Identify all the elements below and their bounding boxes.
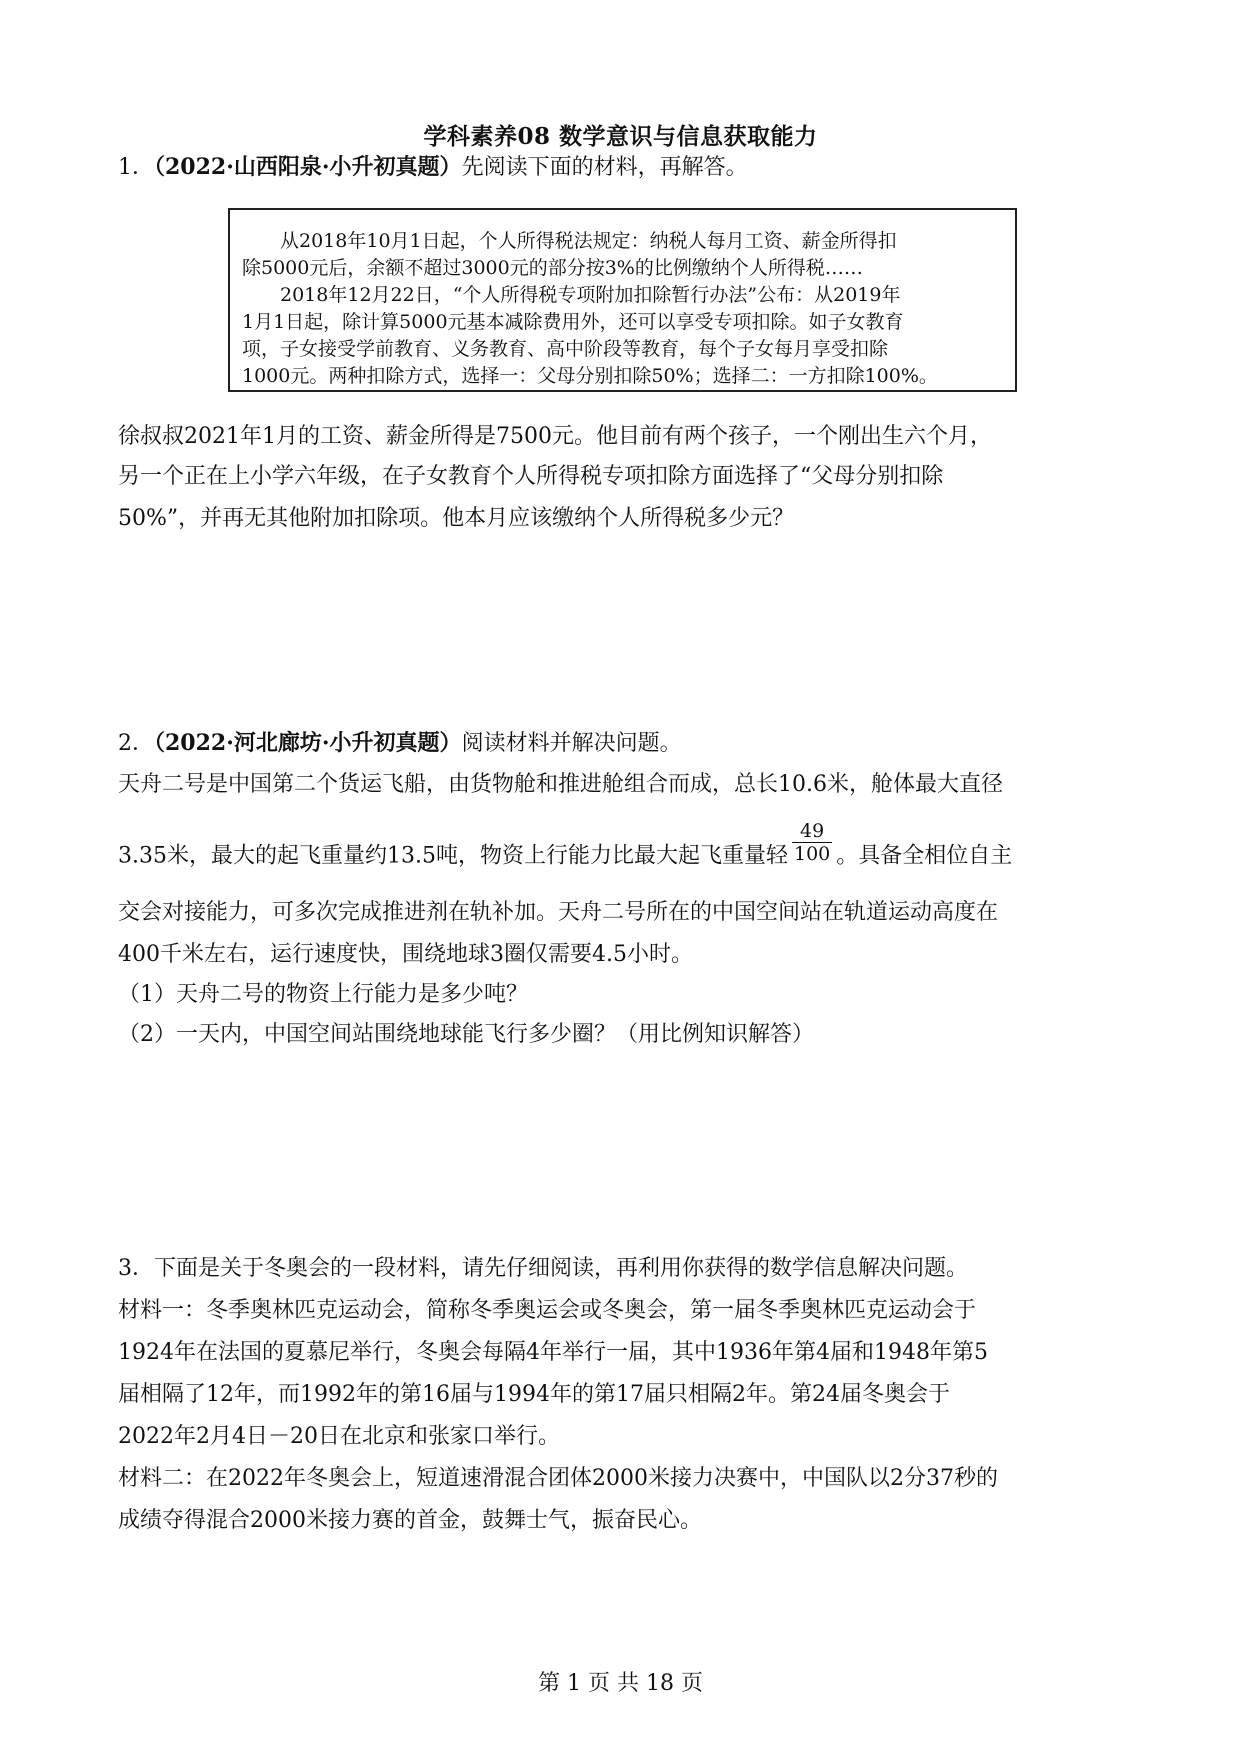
q1-material-line: 从2018年10月1日起，个人所得税法规定：纳税人每月工资、薪金所得扣 xyxy=(280,230,897,252)
q1-material-line: 1月1日起，除计算5000元基本减除费用外，还可以享受专项扣除。如子女教育 xyxy=(242,311,904,333)
q3-text-line: 成绩夺得混合2000米接力赛的首金，鼓舞士气，振奋民心。 xyxy=(118,1508,702,1533)
q3-text-line: 材料二：在2022年冬奥会上，短道速滑混合团体2000米接力决赛中，中国队以2分37秒的 xyxy=(118,1466,998,1491)
q3-text-line: 3．下面是关于冬奥会的一段材料，请先仔细阅读，再利用你获得的数学信息解决问题。 xyxy=(118,1256,968,1281)
q1-material-line: 除5000元后，余额不超过3000元的部分按3%的比例缴纳个人所得税…… xyxy=(242,257,863,279)
q2-text-line: 天舟二号是中国第二个货运飞船，由货物舱和推进舱组合而成，总长10.6米，舱体最大直径 xyxy=(118,772,1003,797)
q3-text-line: 届相隔了12年，而1992年的第16届与1994年的第17届只相隔2年。第24届冬奥会于 xyxy=(118,1382,950,1407)
q1-material-line: 1000元。两种扣除方式，选择一：父母分别扣除50%；选择二：一方扣除100%。 xyxy=(242,365,938,387)
q2-intro: 阅读材料并解决问题。 xyxy=(461,731,682,756)
fraction-denominator: 100 xyxy=(793,843,831,865)
q1-question-line: 50%”，并再无其他附加扣除项。他本月应该缴纳个人所得税多少元？ xyxy=(118,506,795,531)
q2-heading xyxy=(118,728,682,759)
q1-material-line: 2018年12月22日，“个人所得税专项附加扣除暂行办法”公布：从2019年 xyxy=(280,284,901,306)
q1-material-line: 项，子女接受学前教育、义务教育、高中阶段等教育，每个子女每月享受扣除 xyxy=(242,338,889,360)
q2-text-line: 400千米左右，运行速度快，围绕地球3圈仅需要4.5小时。 xyxy=(118,942,693,967)
q3-text-line: 材料一：冬季奥林匹克运动会，简称冬季奥运会或冬奥会，第一届冬季奥林匹克运动会于 xyxy=(118,1298,977,1323)
q1-question-line: 另一个正在上小学六年级，在子女教育个人所得税专项扣除方面选择了“父母分别扣除 xyxy=(118,464,944,489)
q2-subquestion-1: （1）天舟二号的物资上行能力是多少吨？ xyxy=(118,982,528,1007)
q2-subquestion-2: （2）一天内，中国空间站围绕地球能飞行多少圈？（用比例知识解答） xyxy=(118,1022,814,1047)
q1-heading xyxy=(118,152,748,183)
page-footer: 第 1 页 共 18 页 xyxy=(538,1671,703,1696)
q3-text-line: 2022年2月4日－20日在北京和张家口举行。 xyxy=(118,1424,560,1449)
q1-number: 1． xyxy=(118,155,154,180)
q2-source: （2022·河北廊坊·小升初真题） xyxy=(154,730,462,756)
q1-question-line: 徐叔叔2021年1月的工资、薪金所得是7500元。他目前有两个孩子，一个刚出生六个月， xyxy=(118,424,992,449)
q2-text-line xyxy=(118,820,1013,879)
q2-line2-after: 。具备全相位自主 xyxy=(836,843,1013,869)
page-title: 学科素养08 数学意识与信息获取能力 xyxy=(423,123,818,150)
q2-line2-before: 3.35米，最大的起飞重量约13.5吨，物资上行能力比最大起飞重量轻 xyxy=(118,843,788,869)
q3-text-line: 1924年在法国的夏慕尼举行，冬奥会每隔4年举行一届，其中1936年第4届和1948年第5 xyxy=(118,1340,988,1365)
fraction-numerator: 49 xyxy=(792,820,832,843)
q2-text-line: 交会对接能力，可多次完成推进剂在轨补加。天舟二号所在的中国空间站在轨道运动高度在 xyxy=(118,900,999,925)
q1-material-box xyxy=(228,208,1017,392)
q1-source: （2022·山西阳泉·小升初真题） xyxy=(154,154,462,180)
q2-number: 2． xyxy=(118,731,154,756)
fraction xyxy=(792,820,832,865)
q1-intro: 先阅读下面的材料，再解答。 xyxy=(461,155,748,180)
